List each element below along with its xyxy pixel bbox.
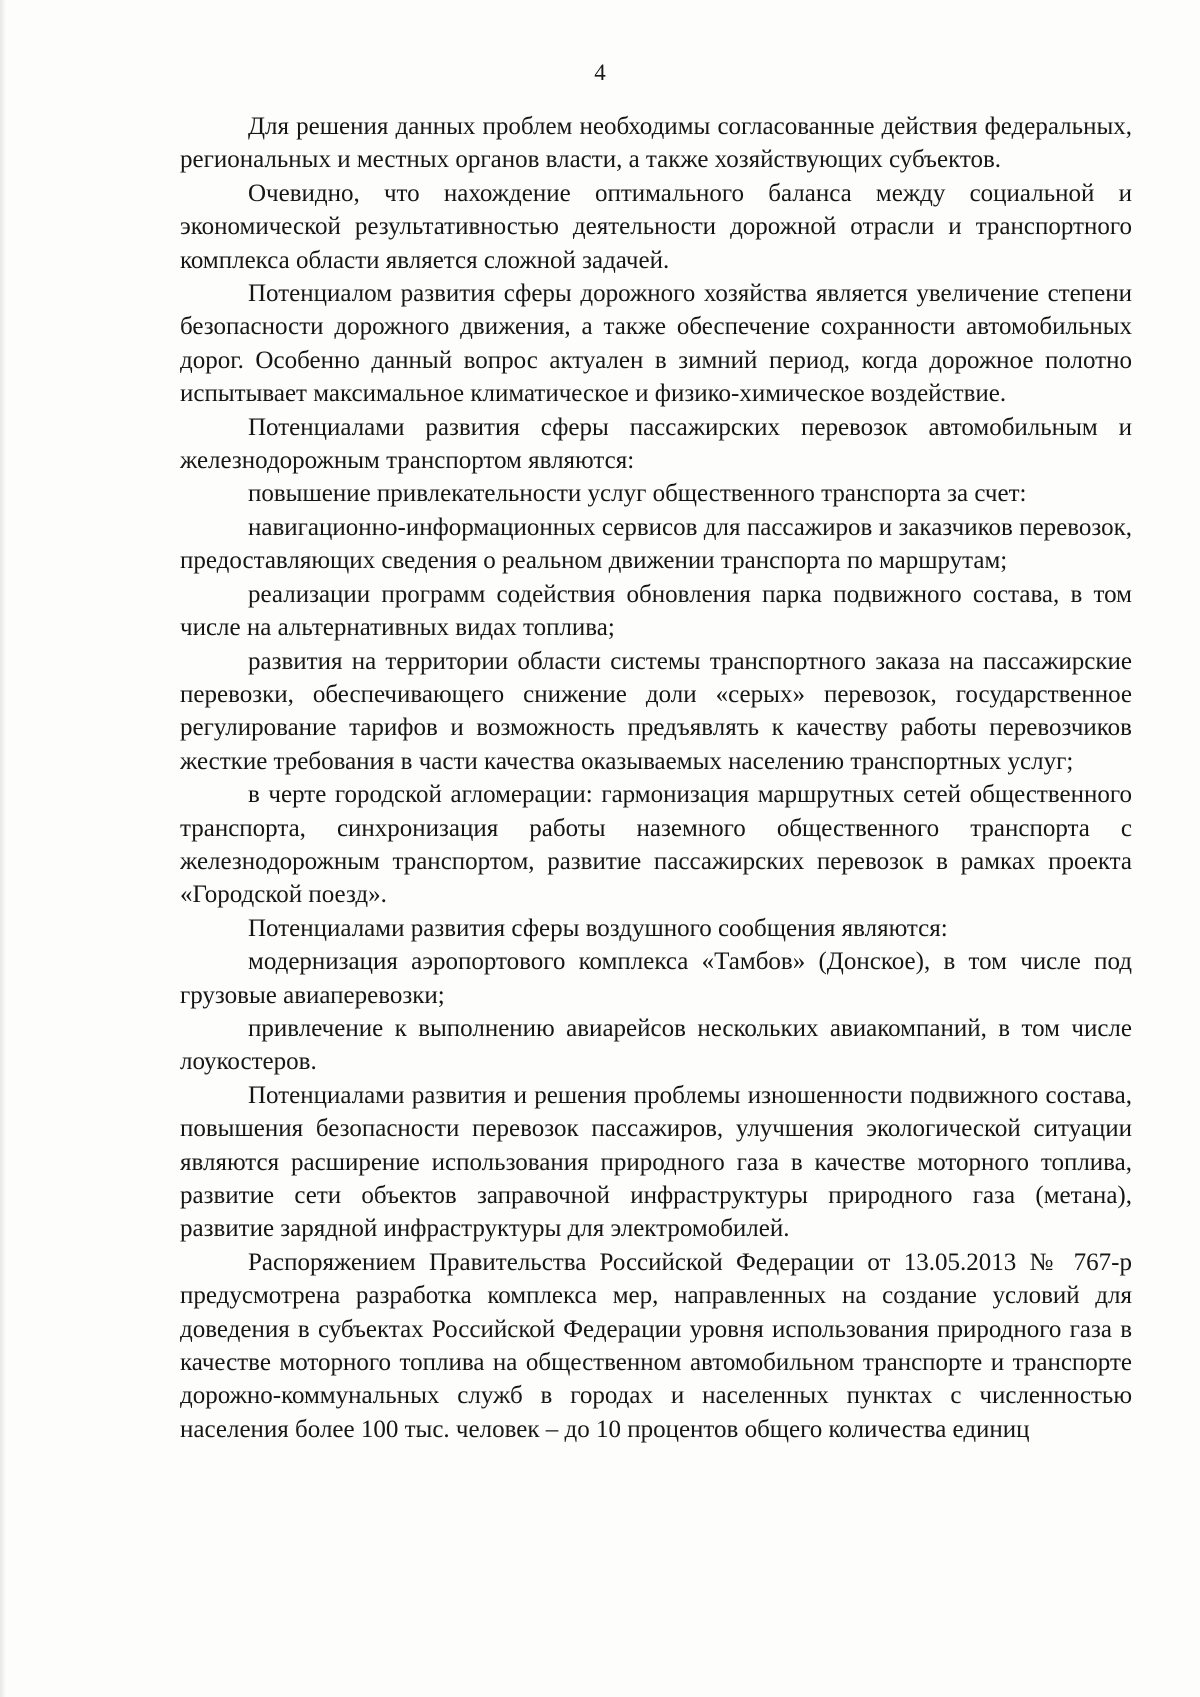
- paragraph: навигационно-информационных сервисов для пассажиров и заказчиков перевозок, предоставляющих сведения о реальном движении транспорта по маршрутам;: [180, 513, 1132, 575]
- paragraph: Распоряжением Правительства Российской Федерации от 13.05.2013 № 767-р предусмотрена разработка комплекса мер, направленных на создание условий для доведения в субъектах Российской Федерации уровня использования природного газа в качестве моторного топлива на общественном автомобильном транспорте и транспорте дорожно-коммунальных служб в городах и населенных пунктах с численностью населения более 100 тыс. человек – до 10 процентов общего количества единиц: [180, 1248, 1132, 1443]
- document-body: [180, 110, 1132, 1446]
- scan-edge: [0, 0, 6, 1697]
- paragraph: развития на территории области системы транспортного заказа на пассажирские перевозки, обеспечивающего снижение доли «серых» перевозок, государственное регулирование тарифов и возможность предъявлять к качеству работы перевозчиков жесткие требования в части качества оказываемых населению транспортных услуг;: [180, 647, 1132, 775]
- paragraph: реализации программ содействия обновления парка подвижного состава, в том числе на альтернативных видах топлива;: [180, 580, 1132, 642]
- paragraph: Потенциалом развития сферы дорожного хозяйства является увеличение степени безопасности дорожного движения, а также обеспечение сохранности автомобильных дорог. Особенно данный вопрос актуален в зимний период, когда дорожное полотно испытывает максимальное климатическое и физико-химическое воздействие.: [180, 280, 1132, 408]
- paragraph: модернизация аэропортового комплекса «Тамбов» (Донское), в том числе под грузовые авиаперевозки;: [180, 948, 1132, 1009]
- paragraph: Потенциалами развития сферы пассажирских перевозок автомобильным и железнодорожным транспортом являются:: [180, 413, 1132, 475]
- paragraph: Для решения данных проблем необходимы согласованные действия федеральных, региональных и местных органов власти, а также хозяйствующих субъектов.: [180, 113, 1132, 174]
- paragraph: Потенциалами развития сферы воздушного сообщения являются:: [248, 914, 948, 942]
- paragraph: привлечение к выполнению авиарейсов нескольких авиакомпаний, в том числе лоукостеров.: [180, 1014, 1132, 1076]
- paragraph: повышение привлекательности услуг общественного транспорта за счет:: [248, 480, 1027, 508]
- page-number: 4: [594, 60, 606, 85]
- paragraph: Потенциалами развития и решения проблемы изношенности подвижного состава, повышения безопасности перевозок пассажиров, улучшения экологической ситуации являются расширение использования природного газа в качестве моторного топлива, развитие сети объектов заправочной инфраструктуры природного газа (метана), развитие зарядной инфраструктуры для электромобилей.: [180, 1081, 1132, 1243]
- paragraph: в черте городской агломерации: гармонизация маршрутных сетей общественного транспорта, синхронизация работы наземного общественного транспорта с железнодорожным транспортом, развитие пассажирских перевозок в рамках проекта «Городской поезд».: [180, 781, 1132, 909]
- paragraph: Очевидно, что нахождение оптимального баланса между социальной и экономической результативностью деятельности дорожной отрасли и транспортного комплекса области является сложной задачей.: [180, 179, 1132, 274]
